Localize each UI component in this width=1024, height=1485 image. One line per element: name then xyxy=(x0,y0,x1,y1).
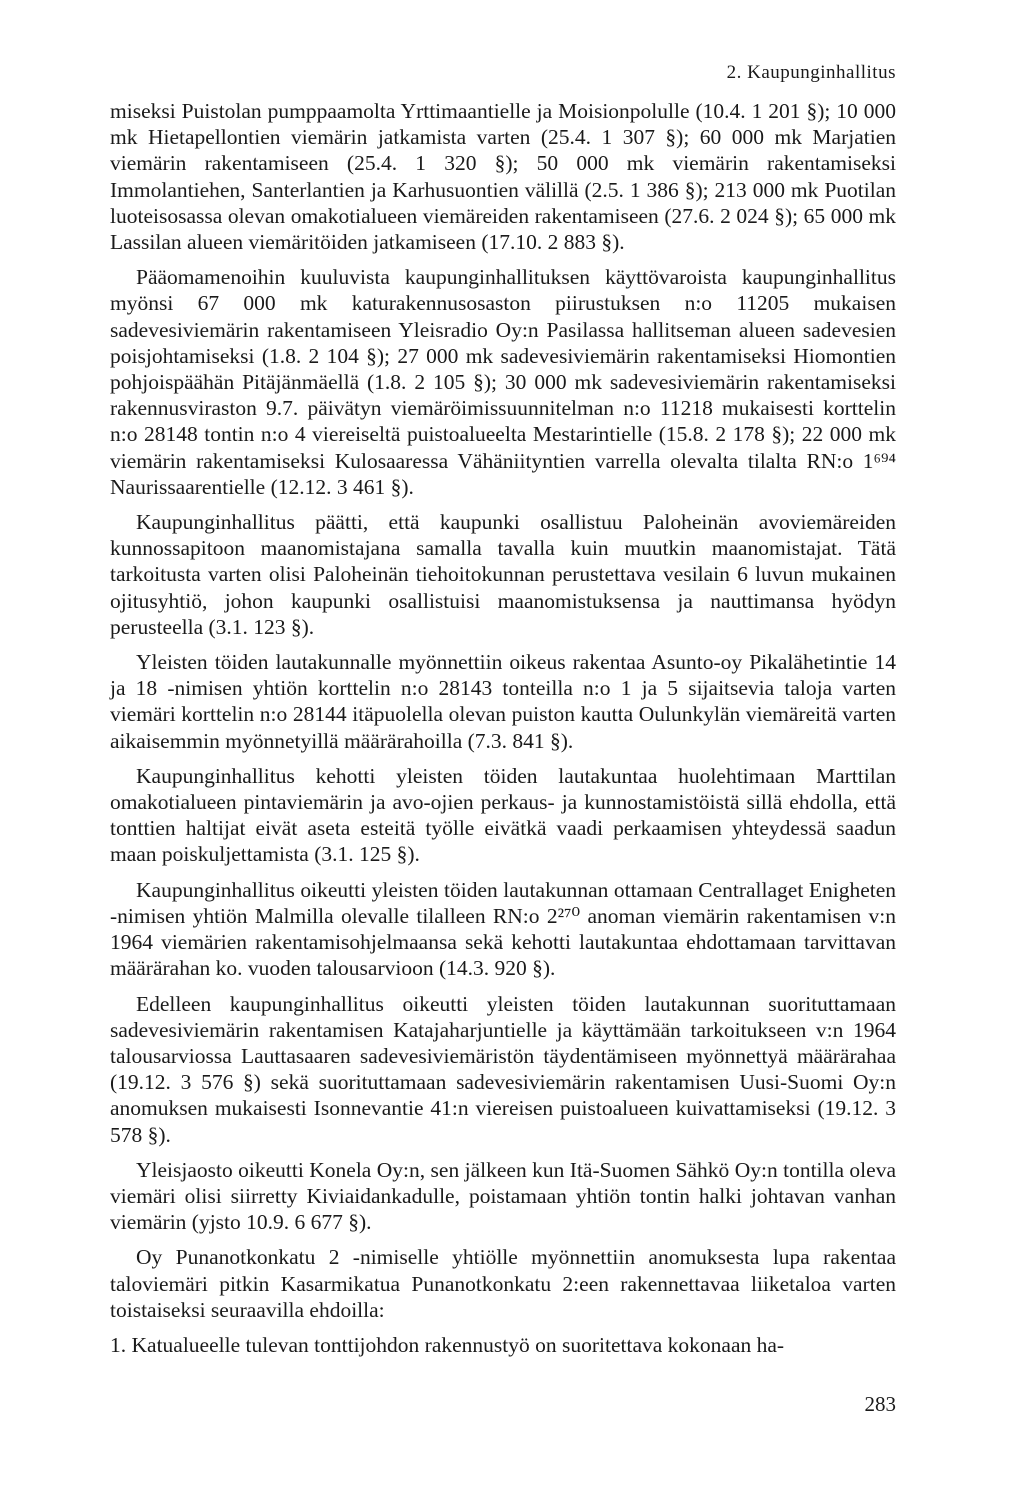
paragraph-5: Kaupunginhallitus kehotti yleisten töiden lautakuntaa huolehtimaan Marttilan omakotialueen pintaviemärin ja avo-ojien perkaus- ja kunnostamistöistä sillä ehdolla, että tonttien haltijat eivät aseta esteitä työlle eivätkä vaadi perkaamisen yhteydessä saadun maan poiskuljettamista (3.1. 125 §). xyxy=(110,763,896,867)
page-number: 283 xyxy=(864,1392,896,1416)
paragraph-3: Kaupunginhallitus päätti, että kaupunki osallistuu Paloheinän avoviemäreiden kunnossapitoon maanomistajana samalla tavalla kuin muutkin maanomistajat. Tätä tarkoitusta varten olisi Paloheinän tiehoitokunnan perustettava vesilain 6 luvun mukainen ojitusyhtiö, johon kaupunki osallistuisi maanomistuksensa ja nauttimansa hyödyn perusteella (3.1. 123 §). xyxy=(110,510,896,639)
paragraph-1: miseksi Puistolan pumppaamolta Yrttimaantielle ja Moisionpolulle (10.4. 1 201 §); 10 000 mk Hietapellontien viemärin jatkamista varten (25.4. 1 307 §); 60 000 mk Marjatien viemärin rakentamiseen (25.4. 1 320 §); 50 000 mk viemärin rakentamiseksi Immolantiehen, Santerlantien ja Karhusuontien välillä (2.5. 1 386 §); 213 000 mk Puotilan luoteisosassa olevan omakotialueen viemäreiden rakentamiseen (27.6. 2 024 §); 65 000 mk Lassilan alueen viemäritöiden jatkamiseen (17.10. 2 883 §). xyxy=(110,99,896,255)
paragraph-7: Edelleen kaupunginhallitus oikeutti yleisten töiden lautakunnan suorituttamaan sadevesiviemärin rakentamisen Katajaharjuntielle ja käyttämään tarkoitukseen v:n 1964 talousarviossa Lauttasaaren sadevesiviemäristön täydentämiseen myönnettyä määrärahaa (19.12. 3 576 §) sekä suorituttamaan sadevesiviemärin rakentamisen Uusi-Suomi Oy:n anomuksen mukaisesti Isonnevantie 41:n viereisen puistoalueen kuivattamiseksi (19.12. 3 578 §). xyxy=(110,991,896,1147)
list-item-1: 1. Katualueelle tulevan tonttijohdon rakennustyö on suoritettava kokonaan ha- xyxy=(110,1332,785,1357)
paragraph-9: Oy Punanotkonkatu 2 -nimiselle yhtiölle myönnettiin anomuksesta lupa rakentaa taloviemäri pitkin Kasarmikatua Punanotkonkatu 2:een rakennettavaa liiketaloa varten toistaiseksi seuraavilla ehdoilla: xyxy=(110,1245,896,1322)
paragraph-6: Kaupunginhallitus oikeutti yleisten töiden lautakunnan ottamaan Centrallaget Enigheten -nimisen yhtiön Malmilla olevalle tilalleen RN:o 2²⁷⁰ anoman viemärin rakentamisen v:n 1964 viemärien rakentamisohjelmaansa sekä kehotti lautakuntaa ehdottamaan tarvittavan määrärahan ko. vuoden talousarvioon (14.3. 920 §). xyxy=(110,877,896,981)
paragraph-8: Yleisjaosto oikeutti Konela Oy:n, sen jälkeen kun Itä-Suomen Sähkö Oy:n tontilla oleva viemäri olisi siirretty Kiviaidankadulle, poistamaan yhtiön tontin halki johtavan vanhan viemärin (yjsto 10.9. 6 677 §). xyxy=(110,1157,896,1235)
body-text xyxy=(110,98,896,1367)
paragraph-2: Pääomamenoihin kuuluvista kaupunginhallituksen käyttövaroista kaupunginhallitus myönsi 67 000 mk katurakennusosaston piirustuksen n:o 11205 mukaisen sadevesiviemärin rakentamiseen Yleisradio Oy:n Pasilassa hallitseman alueen sadevesien poisjohtamiseksi (1.8. 2 104 §); 27 000 mk sadevesiviemärin rakentamiseksi Hiomontien pohjoispäähän Pitäjänmäellä (1.8. 2 105 §); 30 000 mk sadevesiviemärin rakentamiseksi rakennusviraston 9.7. päivätyn viemäröimissuunnitelman n:o 11218 mukaisesti korttelin n:o 28148 tontin n:o 4 viereiseltä puistoalueelta Mestarintielle (15.8. 2 178 §); 22 000 mk viemärin rakentamiseksi Kulosaaressa Vähäniityntien varrella olevalta tilalta RN:o 1⁶⁹⁴ Naurissaarentielle (12.12. 3 461 §). xyxy=(110,265,896,499)
running-head: 2. Kaupunginhallitus xyxy=(726,62,896,83)
paragraph-4: Yleisten töiden lautakunnalle myönnettiin oikeus rakentaa Asunto-oy Pikalähetintie 14 ja 18 -nimisen yhtiön korttelin n:o 28143 tonteilla n:o 1 ja 5 sijaitsevia taloja varten viemäri korttelin n:o 28144 itäpuolella olevan puiston kautta Oulunkylän viemäreitä varten aikaisemmin myönnetyillä määrärahoilla (7.3. 841 §). xyxy=(110,650,896,753)
